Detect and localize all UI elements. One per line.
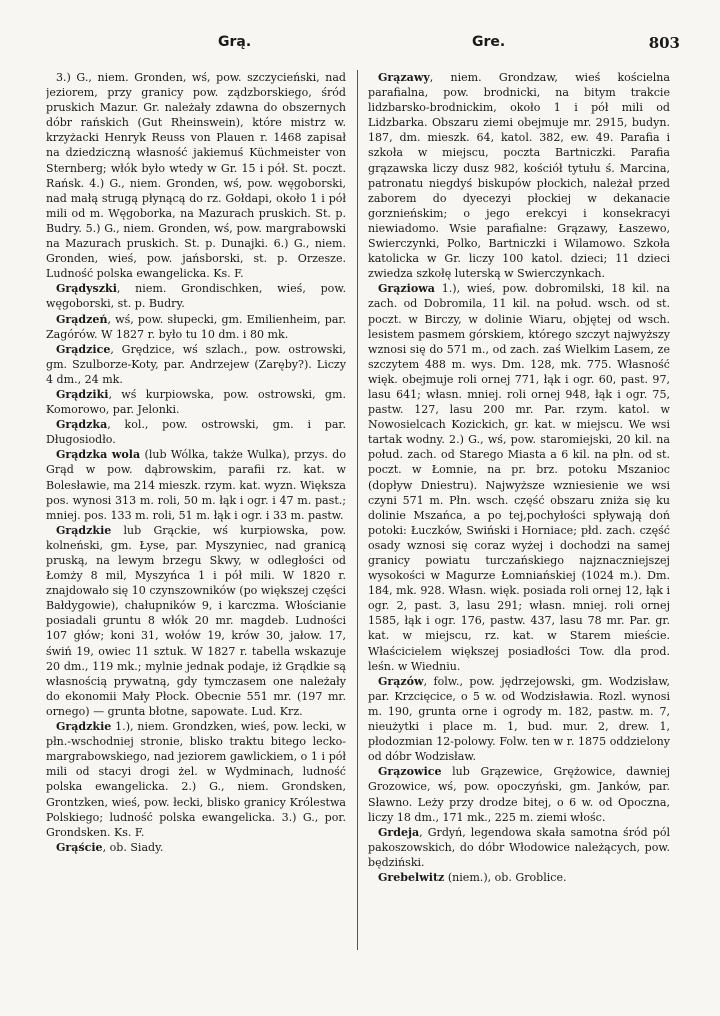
page-header [0,34,720,58]
entry: Grądzeń, wś, pow. słupecki, gm. Emilienheim, par. Zagórów. W 1827 r. było tu 10 dm. i 80 mk. [46,312,346,341]
entry: Grązów, folw., pow. jędrzejowski, gm. Wodzisław, par. Krzcięcice, o 5 w. od Wodzisławia. Rozl. wynosi m. 190, grunta orne i ogrody m. 182, pastw. m. 7, nieużytki i place m. 1, bud. mur. 2, drew. 1, płodozmian 12-polowy. Folw. ten w r. 1875 oddzielony od dóbr Wodzisław. [368,674,670,764]
column-divider [357,70,358,950]
header-center: Gre. [472,34,506,50]
entry: Grądzice, Grędzice, wś szlach., pow. ostrowski, gm. Szulborze-Koty, par. Andrzejew (Zaręby?). Liczy 4 dm., 24 mk. [46,342,346,386]
entry: Grądzkie lub Grąckie, wś kurpiowska, pow. kolneński, gm. Łyse, par. Myszyniec, nad granicą pruską, na lewym brzegu Skwy, w odległości od Łomży 8 mil, Myszyńca 1 i pół mili. W 1820 r. znajdowało się 10 czynszowników (po większej części Bałdygowie), chałupników 9, i karczma. Włościanie posiadali gruntu 8 włók 20 mr. magdeb. Ludności 107 głów; koni 31, wołów 19, krów 30, jałow. 17, świń 19, owiec 11 sztuk. W 1827 r. tabella wskazuje 20 dm., 119 mk.; mylnie jednak podaje, iż Grądkie są własnością prywatną, gdy tymczasem one należały do ekonomii Mały Płock. Obecnie 551 mr. (197 mr. ornego) — grunta błotne, sapowate. Lud. Krz. [46,523,346,718]
entry: Grądzka, kol., pow. ostrowski, gm. i par. Długosiodło. [46,418,346,447]
entry: Grązowice lub Grązewice, Grężowice, dawniej Grozowice, wś, pow. opoczyński, gm. Janków, par. Sławno. Leży przy drodze bitej, o 6 w. od Opoczna, liczy 18 dm., 171 mk., 225 m. ziemi włośc. [368,765,670,824]
entry: Grądzka wola (lub Wólka, także Wulka), przys. do Grąd w pow. dąbrowskim, parafii rz. kat. w Bolesławie, ma 214 mieszk. rzym. kat. wyzn. Większa pos. wynosi 313 m. roli, 50 m. łąk i ogr. i 47 m. past.; mniej. pos. 133 m. roli, 51 m. łąk i ogr. i 33 m. pastw. [46,448,346,522]
entry: Grądzkie 1.), niem. Grondzken, wieś, pow. lecki, w płn.-wschodniej stronie, blisko traktu bitego lecko-margrabowskiego, nad jeziorem gawlickiem, o 1 i pół mili od stacyi drogi żel. w Wydminach, ludność polska ewangelicka. 2.) G., niem. Grondsken, Grontzken, wieś, pow. łecki, blisko granicy Królestwa Polskiego; ludność polska ewangelicka. 3.) G., por. Grondsken. Ks. F. [46,720,346,839]
entry: Grdeja, Grdyń, legendowa skała samotna śród pól pakoszowskich, do dóbr Włodowice należących, pow. będziński. [368,825,670,869]
entry: Grązawy, niem. Grondzaw, wieś kościelna parafialna, pow. brodnicki, na bitym trakcie lidzbarsko-brodnickim, około 1 i pół mili od Lidzbarka. Obszaru ziemi obejmuje mr. 2915, budyn. 187, dm. mieszk. 64, katol. 382, ew. 49. Parafia i szkoła w miejscu, poczta Bartniczki. Parafia grązawska liczy dusz 982, kościół tytułu ś. Marcina, patronatu niegdyś biskupów płockich, należał przed zaborem do dyecezyi płockiej w dekanacie gorznieńskim; o jego erekcyi i konsekracyi niewiadomo. Wsie parafialne: Grązawy, Łaszewo, Swierczynki, Polko, Bartniczki i Wilamowo. Szkoła katolicka w Gr. liczy 100 katol. dzieci; 11 dzieci zwiedza szkołę luterską w Swierczynkach. [368,71,670,281]
header-left: Grą. [218,34,252,50]
entry: Grąziowa 1.), wieś, pow. dobromilski, 18 kil. na zach. od Dobromila, 11 kil. na połud. wsch. od st. poczt. w Birczy, w dolinie Wiaru, objętej od wsch. lesistem pasmem górskiem, którego szczyt najwyższy wznosi się do 571 m., od zach. zaś Wielkim Lasem, ze szczytem 488 m. wys. Dm. 128, mk. 775. Własność więk. obejmuje roli ornej 771, łąk i ogr. 60, past. 97, lasu 641; własn. mniej. roli ornej 948, łąk i ogr. 75, pastw. 127, lasu 200 mr. Par. rzym. katol. w Nowosielcach Kozickich, gr. kat. w miejscu. We wsi tartak wodny. 2.) G., wś, pow. staromiejski, 20 kil. na połud. zach. od Starego Miasta a 6 kil. na płn. od st. poczt. w Łomnie, na pr. brz. potoku Mszanioc (dopływ Dniestru). Najwyższe wzniesienie we wsi czyni 571 m. Płn. wsch. część obszaru zniża się ku dolinie Mszańca, a po tej,pochyłości spływają doń potoki: Łuczków, Swiński i Horniace; płd. zach. część osady wznosi się coraz wyżej i dochodzi na samej granicy powiatu turczańskiego najznaczniejszej wysokości w Magurze Łomniańskiej (1024 m.). Dm. 184, mk. 928. Własn. więk. posiada roli ornej 12, łąk i ogr. 2, past. 3, lasu 291; własn. mniej. roli ornej 1585, łąk i ogr. 176, pastw. 437, lasu 78 mr. Par. gr. kat. w miejscu, rz. kat. w Starem mieście. Właścicielem większej posiadłości Tow. dla prod. leśn. w Wiedniu. [368,282,670,673]
page-number: 803 [648,34,680,52]
entry: Grąście, ob. Siady. [56,840,164,854]
entry: Grądziki, wś kurpiowska, pow. ostrowski, gm. Komorowo, par. Jelonki. [46,387,346,417]
entry: Grądyszki, niem. Grondischken, wieś, pow. węgoborski, st. p. Budry. [46,282,346,311]
right-column [368,70,670,950]
left-column [46,70,346,950]
entry: Grebelwitz (niem.), ob. Groblice. [378,870,567,884]
entry: 3.) G., niem. Gronden, wś, pow. szczycieński, nad jeziorem, przy granicy pow. ządzborskiego, śród pruskich Mazur. Gr. należały zdawna do obszernych dóbr rańskich (Gut Rheinswein), które mistrz w. krzyżacki Henryk Reuss von Plauen r. 1468 zapisał na dziedziczną własność jakiemuś Küchmeister von Sternberg; włók było wtedy w Gr. 15 i pół. St. poczt. Rańsk. 4.) G., niem. Gronden, wś, pow. węgoborski, nad małą strugą płynącą do rz. Gołdapi, około 1 i pół mili od m. Węgoborka, na Mazurach pruskich. St. p. Budry. 5.) G., niem. Gronden, wś, pow. margrabowski na Mazurach pruskich. St. p. Dunajki. 6.) G., niem. Gronden, wieś, pow. jańsborski, st. p. Orzesze. Ludność polska ewangelicka. Ks. F. [46,71,346,281]
